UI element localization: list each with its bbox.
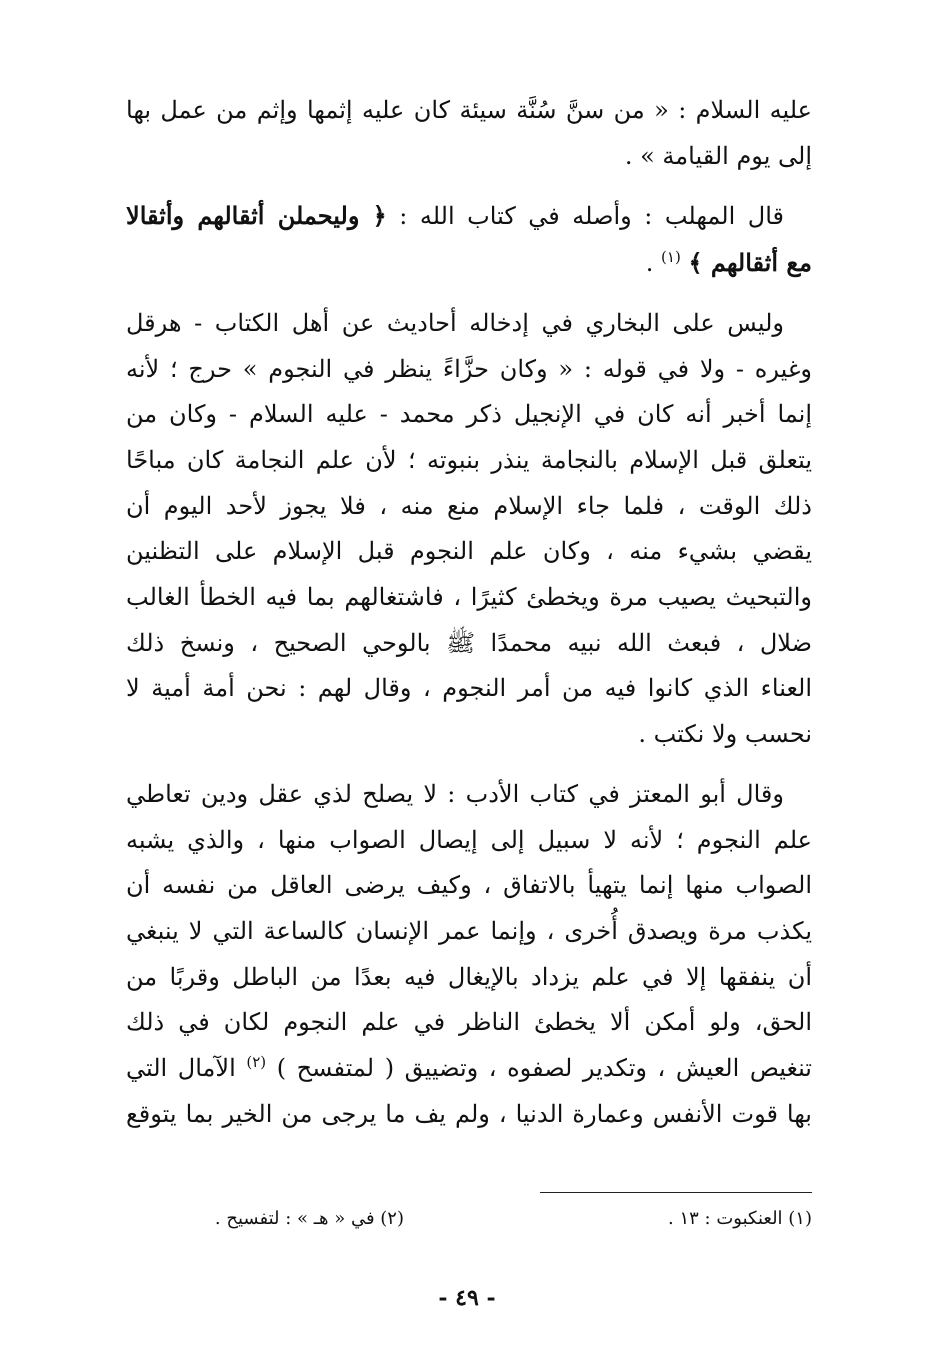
text-line xyxy=(126,1046,812,1092)
text-line: يتعلق قبل الإسلام بالنجامة ينذر بنبوته ؛ لأن علم النجامة كان مباحًا xyxy=(126,445,812,474)
text-line: وغيره - ولا في قوله : « وكان حزَّاءً ينظر في النجوم » حرج ؛ لأنه xyxy=(126,354,812,383)
footnote-divider xyxy=(540,1192,812,1193)
text-normal: قال المهلب : وأصله في كتاب الله : xyxy=(386,202,784,231)
footnote-1: (١) العنكبوت : ١٣ . xyxy=(668,1208,812,1229)
footnote-2: (٢) في « هـ » : لتفسيح . xyxy=(214,1208,404,1229)
paragraph-2 xyxy=(126,193,812,286)
footnote-ref-1: (١) xyxy=(661,248,681,267)
quran-verse: مع أثقالهم ﴾ xyxy=(688,248,812,278)
main-text xyxy=(126,88,812,1137)
text-line: يقضي بشيء منه ، وكان علم النجوم قبل الإسلام على التظنين xyxy=(126,537,812,566)
text-line: ضلال ، فبعث الله نبيه محمدًا ﷺ بالوحي الصحيح ، ونسخ ذلك xyxy=(126,628,813,657)
text-line: وليس على البخاري في إدخاله أحاديث عن أهل الكتاب - هرقل xyxy=(126,308,784,337)
text-line: إنما أخبر أنه كان في الإنجيل ذكر محمد - عليه السلام - وكان من xyxy=(126,400,812,429)
text-line: الصواب منها إنما يتهيأ بالاتفاق ، وكيف يرضى العاقل من نفسه أن xyxy=(126,871,812,900)
paragraph-1 xyxy=(126,88,812,179)
text-line: علم النجوم ؛ لأنه لا سبيل إلى إيصال الصواب منها ، والذي يشبه xyxy=(126,825,812,854)
text-line: العناء الذي كانوا فيه من أمر النجوم ، وقال لهم : نحن أمة أمية لا xyxy=(126,674,812,703)
text-line: والتبحيث يصيب مرة ويخطئ كثيرًا ، فاشتغالهم بما فيه الخطأ الغالب xyxy=(126,583,812,612)
text-line: عليه السلام : « من سنَّ سُنَّة سيئة كان عليه إثمها وإثم من عمل بها xyxy=(126,96,812,124)
text-line xyxy=(126,193,812,240)
paragraph-4 xyxy=(126,772,812,1138)
text-line xyxy=(126,240,812,287)
text-line: وقال أبو المعتز في كتاب الأدب : لا يصلح لذي عقل ودين تعاطي xyxy=(126,779,784,808)
text-normal: الآمال التي xyxy=(126,1054,247,1083)
text-line: يكذب مرة ويصدق أُخرى ، وإنما عمر الإنسان كالساعة التي لا ينبغي xyxy=(126,916,812,945)
quran-verse: ﴿ وليحملن أثقالهم وأثقالا xyxy=(126,201,387,231)
text-line: أن ينفقها إلا في علم يزداد بالإيغال فيه بعدًا من الباطل وقربًا من xyxy=(126,962,812,991)
text-line: ذلك الوقت ، فلما جاء الإسلام منع منه ، فلا يجوز لأحد اليوم أن xyxy=(126,491,812,520)
text-normal: تنغيص العيش ، وتكدير لصفوه ، وتضييق ( لمتفسح ) xyxy=(266,1054,812,1083)
footnotes xyxy=(126,1208,812,1238)
paragraph-3 xyxy=(126,301,812,758)
page-number: - ٤٩ - xyxy=(438,1285,496,1311)
footnote-ref-2: (٢) xyxy=(246,1053,267,1072)
text-line: إلى يوم القيامة » . xyxy=(624,141,812,170)
text-line: بها قوت الأنفس وعمارة الدنيا ، ولم يف ما يرجى من الخير بما يتوقع xyxy=(126,1099,812,1128)
text-normal: . xyxy=(645,249,662,278)
text-line: نحسب ولا نكتب . xyxy=(638,720,812,749)
text-line: الحق، ولو أمكن ألا يخطئ الناظر في علم النجوم لكان في ذلك xyxy=(126,1008,812,1037)
